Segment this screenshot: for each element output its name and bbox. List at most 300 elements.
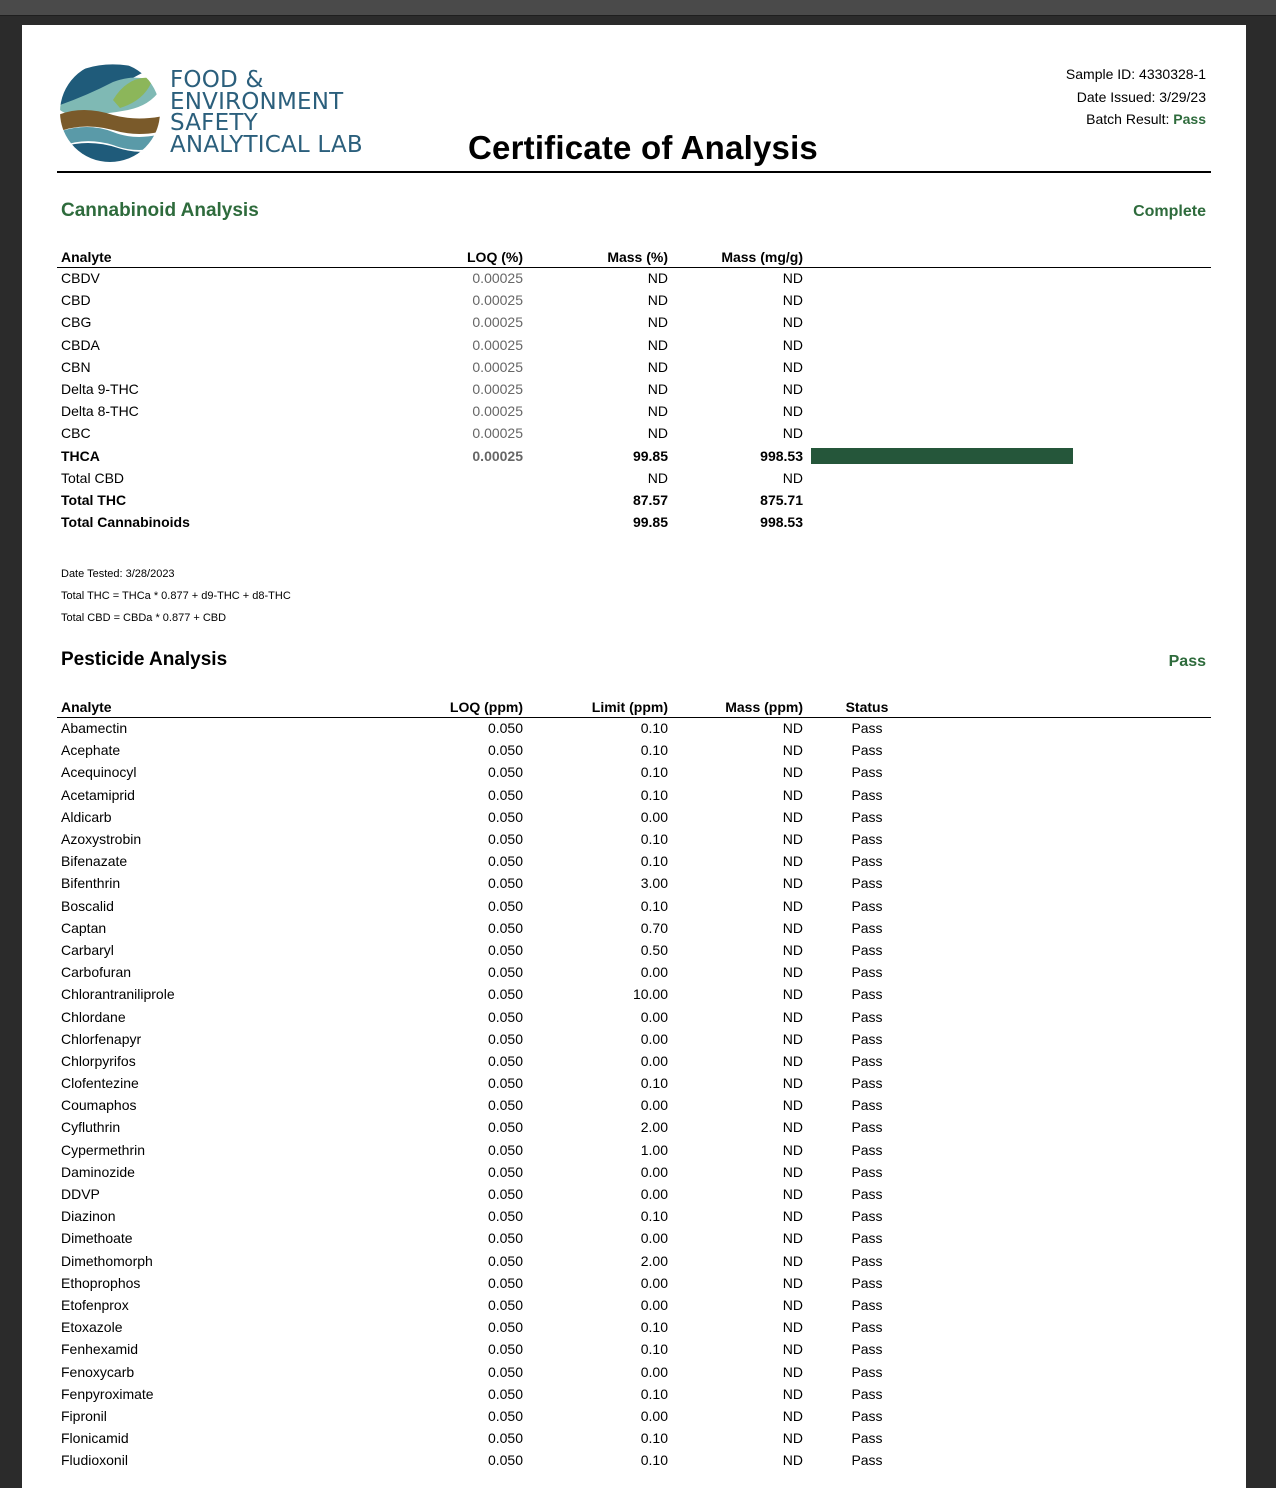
- status-cell: Pass: [851, 1163, 883, 1180]
- status-cell: Pass: [851, 986, 883, 1003]
- lab-name-line: FOOD &: [170, 67, 264, 93]
- mass-mg-cell: ND: [782, 381, 803, 398]
- loq-cell: 0.050: [487, 808, 523, 825]
- mass-cell: ND: [782, 831, 803, 848]
- table-row: [57, 1294, 1211, 1316]
- analyte-cell: CBC: [61, 425, 91, 442]
- lab-logo-icon: [58, 60, 168, 166]
- table-row: [57, 983, 1211, 1005]
- limit-cell: 0.00: [640, 1008, 668, 1025]
- status-cell: Pass: [851, 1008, 883, 1025]
- table-row: [57, 445, 1211, 467]
- status-cell: Pass: [851, 831, 883, 848]
- loq-cell: 0.00025: [472, 292, 523, 309]
- analyte-cell: Cyfluthrin: [61, 1119, 121, 1136]
- mass-cell: ND: [782, 1296, 803, 1313]
- loq-cell: 0.050: [487, 720, 523, 737]
- loq-cell: 0.00025: [472, 425, 523, 442]
- analyte-cell: Clofentezine: [61, 1075, 139, 1092]
- limit-cell: 0.10: [640, 764, 668, 781]
- loq-cell: 0.050: [487, 986, 523, 1003]
- analyte-cell: Ethoprophos: [61, 1274, 141, 1291]
- mass-mg-cell: ND: [782, 403, 803, 420]
- mass-cell: ND: [782, 875, 803, 892]
- limit-cell: 0.10: [640, 831, 668, 848]
- analyte-cell: Bifenazate: [61, 853, 128, 870]
- table-row: [57, 1227, 1211, 1249]
- mass-cell: ND: [782, 1319, 803, 1336]
- analyte-cell: Etoxazole: [61, 1319, 123, 1336]
- analyte-cell: Abamectin: [61, 720, 128, 737]
- table-row: [57, 1427, 1211, 1449]
- note-line: Total CBD = CBDa * 0.877 + CBD: [61, 612, 227, 624]
- analyte-cell: Total CBD: [61, 469, 125, 486]
- analyte-cell: Boscalid: [61, 897, 114, 914]
- loq-cell: 0.050: [487, 1319, 523, 1336]
- table-row: [57, 378, 1211, 400]
- loq-cell: 0.050: [487, 1252, 523, 1269]
- table-row: [57, 961, 1211, 983]
- mass-percent-cell: ND: [647, 292, 668, 309]
- status-cell: Pass: [851, 1186, 883, 1203]
- mass-cell: ND: [782, 1252, 803, 1269]
- loq-cell: 0.050: [487, 742, 523, 759]
- table-row: [57, 806, 1211, 828]
- mass-cell: ND: [782, 808, 803, 825]
- table-row: [57, 1383, 1211, 1405]
- table-row: [57, 939, 1211, 961]
- limit-cell: 0.10: [640, 1452, 668, 1469]
- status-cell: Pass: [851, 1030, 883, 1047]
- limit-cell: 2.00: [640, 1252, 668, 1269]
- table-row: [57, 1250, 1211, 1272]
- table-row: [57, 289, 1211, 311]
- analyte-cell: THCA: [61, 447, 100, 464]
- loq-cell: 0.00025: [472, 314, 523, 331]
- analyte-cell: Chlorpyrifos: [61, 1052, 136, 1069]
- certificate-page: [22, 25, 1246, 1488]
- column-header: Limit (ppm): [527, 695, 672, 717]
- loq-cell: 0.050: [487, 1452, 523, 1469]
- note-line: Date Tested: 3/28/2023: [61, 568, 175, 580]
- mass-cell: ND: [782, 1208, 803, 1225]
- analyte-cell: Delta 9-THC: [61, 381, 139, 398]
- status-cell: Pass: [851, 1097, 883, 1114]
- note-line: Total THC = THCa * 0.877 + d9-THC + d8-THC: [61, 590, 291, 602]
- mass-percent-cell: ND: [647, 469, 668, 486]
- analyte-cell: Fenhexamid: [61, 1341, 139, 1358]
- loq-cell: 0.050: [487, 853, 523, 870]
- status-cell: Pass: [851, 964, 883, 981]
- mass-percent-cell: 99.85: [632, 447, 668, 464]
- status-cell: Pass: [851, 1252, 883, 1269]
- table-row: [57, 1072, 1211, 1094]
- mass-cell: ND: [782, 986, 803, 1003]
- limit-cell: 0.00: [640, 1363, 668, 1380]
- loq-cell: 0.00025: [472, 381, 523, 398]
- limit-cell: 0.10: [640, 742, 668, 759]
- mass-percent-cell: ND: [647, 270, 668, 287]
- mass-mg-cell: 998.53: [760, 514, 803, 531]
- lab-name-line: SAFETY: [170, 110, 258, 136]
- status-cell: Pass: [851, 1341, 883, 1358]
- mass-cell: ND: [782, 720, 803, 737]
- limit-cell: 0.10: [640, 853, 668, 870]
- loq-cell: [357, 467, 527, 489]
- mass-percent-cell: ND: [647, 336, 668, 353]
- loq-cell: 0.00025: [472, 447, 523, 464]
- mass-cell: ND: [782, 853, 803, 870]
- loq-cell: 0.050: [487, 1341, 523, 1358]
- mass-mg-cell: ND: [782, 425, 803, 442]
- analyte-cell: Dimethomorph: [61, 1252, 153, 1269]
- limit-cell: 0.10: [640, 786, 668, 803]
- analyte-cell: Bifenthrin: [61, 875, 121, 892]
- loq-cell: 0.050: [487, 1141, 523, 1158]
- table-row: [57, 1005, 1211, 1027]
- mass-cell: ND: [782, 964, 803, 981]
- analyte-cell: Carbofuran: [61, 964, 132, 981]
- column-header: Mass (mg/g): [672, 245, 807, 267]
- analyte-cell: Chlordane: [61, 1008, 126, 1025]
- mass-percent-cell: ND: [647, 358, 668, 375]
- table-row: [57, 1360, 1211, 1382]
- column-header: Mass (%): [527, 245, 672, 267]
- status-cell: Pass: [851, 786, 883, 803]
- mass-cell: ND: [782, 1385, 803, 1402]
- mass-percent-cell: ND: [647, 381, 668, 398]
- status-cell: Pass: [851, 1208, 883, 1225]
- status-cell: Pass: [851, 1319, 883, 1336]
- sample-meta: [1066, 63, 1206, 131]
- loq-cell: 0.00025: [472, 336, 523, 353]
- mass-percent-cell: ND: [647, 314, 668, 331]
- mass-cell: ND: [782, 941, 803, 958]
- mass-mg-cell: ND: [782, 292, 803, 309]
- analyte-cell: CBDV: [61, 270, 100, 287]
- analyte-cell: Azoxystrobin: [61, 831, 142, 848]
- column-header: LOQ (ppm): [357, 695, 527, 717]
- loq-cell: 0.050: [487, 1097, 523, 1114]
- lab-name-line: ENVIRONMENT: [170, 88, 344, 115]
- table-row: [57, 1139, 1211, 1161]
- table-row: [57, 511, 1211, 533]
- loq-cell: 0.050: [487, 1208, 523, 1225]
- table-row: [57, 356, 1211, 378]
- loq-cell: 0.00025: [472, 270, 523, 287]
- limit-cell: 3.00: [640, 875, 668, 892]
- table-row: [57, 828, 1211, 850]
- loq-cell: 0.050: [487, 1407, 523, 1424]
- status-cell: Pass: [851, 919, 883, 936]
- mass-cell: ND: [782, 1119, 803, 1136]
- table-row: [57, 917, 1211, 939]
- analyte-cell: Daminozide: [61, 1163, 135, 1180]
- status-cell: Pass: [851, 1274, 883, 1291]
- table-row: [57, 1161, 1211, 1183]
- analyte-cell: Fenpyroximate: [61, 1385, 154, 1402]
- limit-cell: 0.10: [640, 897, 668, 914]
- analyte-cell: DDVP: [61, 1186, 100, 1203]
- loq-cell: [357, 489, 527, 511]
- mass-cell: ND: [782, 1407, 803, 1424]
- limit-cell: 0.70: [640, 919, 668, 936]
- loq-cell: 0.050: [487, 1385, 523, 1402]
- limit-cell: 0.00: [640, 1296, 668, 1313]
- loq-cell: 0.050: [487, 919, 523, 936]
- mass-cell: ND: [782, 1230, 803, 1247]
- status-cell: Pass: [851, 764, 883, 781]
- pesticide-title: Pesticide Analysis: [61, 649, 228, 670]
- status-cell: Pass: [851, 808, 883, 825]
- analyte-cell: CBDA: [61, 336, 100, 353]
- loq-cell: 0.050: [487, 1119, 523, 1136]
- column-header: Status: [807, 695, 927, 717]
- date-issued-line: Date Issued: 3/29/23: [1076, 88, 1206, 105]
- loq-cell: 0.050: [487, 1030, 523, 1047]
- limit-cell: 0.00: [640, 1407, 668, 1424]
- analyte-cell: Fludioxonil: [61, 1452, 128, 1469]
- mass-cell: ND: [782, 919, 803, 936]
- analyte-cell: Acetamiprid: [61, 786, 135, 803]
- status-cell: Pass: [851, 1363, 883, 1380]
- mass-cell: ND: [782, 1452, 803, 1469]
- limit-cell: 0.10: [640, 1208, 668, 1225]
- limit-cell: 0.10: [640, 1430, 668, 1447]
- table-row: [57, 872, 1211, 894]
- mass-cell: ND: [782, 1097, 803, 1114]
- lab-name-line: ANALYTICAL LAB: [170, 131, 363, 158]
- table-row: [57, 267, 1211, 289]
- status-cell: Pass: [851, 1452, 883, 1469]
- mass-mg-cell: 998.53: [760, 447, 803, 464]
- loq-cell: 0.050: [487, 764, 523, 781]
- analyte-cell: Total Cannabinoids: [61, 514, 190, 531]
- analyte-cell: Diazinon: [61, 1208, 116, 1225]
- batch-result: Pass: [1173, 111, 1206, 127]
- loq-cell: 0.00025: [472, 358, 523, 375]
- cannabinoid-title: Cannabinoid Analysis: [61, 200, 259, 221]
- limit-cell: 0.10: [640, 1385, 668, 1402]
- loq-cell: 0.050: [487, 1230, 523, 1247]
- mass-percent-cell: ND: [647, 425, 668, 442]
- cannabinoid-status: Complete: [1133, 203, 1206, 220]
- table-row: [57, 895, 1211, 917]
- mass-cell: ND: [782, 1141, 803, 1158]
- analyte-cell: Total THC: [61, 491, 127, 508]
- analyte-cell: CBD: [61, 292, 91, 309]
- analyte-cell: CBN: [61, 358, 91, 375]
- table-row: [57, 1028, 1211, 1050]
- limit-cell: 0.50: [640, 941, 668, 958]
- mass-percent-cell: ND: [647, 403, 668, 420]
- loq-cell: 0.050: [487, 1075, 523, 1092]
- mass-cell: ND: [782, 1052, 803, 1069]
- sample-id-line: Sample ID: 4330328-1: [1065, 66, 1206, 82]
- status-cell: Pass: [851, 875, 883, 892]
- analyte-cell: Coumaphos: [61, 1097, 137, 1114]
- limit-cell: 0.00: [640, 964, 668, 981]
- loq-cell: 0.050: [487, 1296, 523, 1313]
- analyte-cell: Fipronil: [61, 1407, 107, 1424]
- limit-cell: 0.10: [640, 1075, 668, 1092]
- status-cell: Pass: [851, 1385, 883, 1402]
- table-row: [57, 467, 1211, 489]
- mass-cell: ND: [782, 1075, 803, 1092]
- table-row: [57, 1405, 1211, 1427]
- mass-cell: ND: [782, 897, 803, 914]
- document-title: Certificate of Analysis: [468, 129, 818, 166]
- table-row: [57, 311, 1211, 333]
- table-row: [57, 1272, 1211, 1294]
- table-row: [57, 334, 1211, 356]
- loq-cell: 0.050: [487, 1363, 523, 1380]
- status-cell: Pass: [851, 720, 883, 737]
- batch-result-line: Batch Result: Pass: [1086, 111, 1206, 127]
- status-cell: Pass: [851, 853, 883, 870]
- sample-id: 4330328-1: [1139, 66, 1206, 82]
- loq-cell: 0.050: [487, 786, 523, 803]
- mass-mg-cell: ND: [782, 314, 803, 331]
- analyte-cell: Dimethoate: [61, 1230, 133, 1247]
- table-row: [57, 761, 1211, 783]
- loq-cell: 0.050: [487, 1163, 523, 1180]
- limit-cell: 0.00: [640, 1097, 668, 1114]
- limit-cell: 0.00: [640, 1163, 668, 1180]
- status-cell: Pass: [851, 1119, 883, 1136]
- status-cell: Pass: [851, 897, 883, 914]
- table-row: [57, 717, 1211, 739]
- column-header: LOQ (%): [357, 245, 527, 267]
- table-row: [57, 1449, 1211, 1471]
- table-row: [57, 489, 1211, 511]
- table-header-row: [57, 695, 1211, 717]
- loq-cell: 0.050: [487, 1052, 523, 1069]
- lab-name: [170, 67, 363, 158]
- mass-cell: ND: [782, 1186, 803, 1203]
- mass-cell: ND: [782, 786, 803, 803]
- mass-cell: ND: [782, 742, 803, 759]
- table-row: [57, 850, 1211, 872]
- loq-cell: 0.050: [487, 1186, 523, 1203]
- pesticide-status: Pass: [1168, 653, 1206, 670]
- analyte-cell: Cypermethrin: [61, 1141, 146, 1158]
- table-row: [57, 1338, 1211, 1360]
- status-cell: Pass: [851, 1075, 883, 1092]
- status-cell: Pass: [851, 1296, 883, 1313]
- analyte-cell: Acequinocyl: [61, 764, 137, 781]
- mass-cell: ND: [782, 1341, 803, 1358]
- status-cell: Pass: [851, 742, 883, 759]
- column-header: Mass (ppm): [672, 695, 807, 717]
- status-cell: Pass: [851, 941, 883, 958]
- loq-cell: 0.00025: [472, 403, 523, 420]
- analyte-cell: CBG: [61, 314, 92, 331]
- mass-cell: ND: [782, 764, 803, 781]
- limit-cell: 0.10: [640, 720, 668, 737]
- mass-percent-cell: 99.85: [632, 514, 668, 531]
- mass-cell: ND: [782, 1363, 803, 1380]
- loq-cell: 0.050: [487, 875, 523, 892]
- analyte-cell: Chlorfenapyr: [61, 1030, 142, 1047]
- limit-cell: 0.10: [640, 1319, 668, 1336]
- table-row: [57, 784, 1211, 806]
- loq-cell: 0.050: [487, 1274, 523, 1291]
- status-cell: Pass: [851, 1430, 883, 1447]
- limit-cell: 0.00: [640, 1186, 668, 1203]
- mass-bar: [811, 448, 1073, 464]
- loq-cell: 0.050: [487, 941, 523, 958]
- limit-cell: 0.00: [640, 1274, 668, 1291]
- table-row: [57, 1116, 1211, 1138]
- pesticide-table: [57, 695, 1211, 1471]
- mass-mg-cell: 875.71: [760, 491, 803, 508]
- limit-cell: 0.00: [640, 1230, 668, 1247]
- table-row: [57, 1183, 1211, 1205]
- mass-cell: ND: [782, 1030, 803, 1047]
- column-header: Analyte: [57, 245, 357, 267]
- analyte-cell: Acephate: [61, 742, 121, 759]
- analyte-cell: Aldicarb: [61, 808, 112, 825]
- mass-cell: ND: [782, 1430, 803, 1447]
- analyte-cell: Flonicamid: [61, 1430, 129, 1447]
- limit-cell: 0.00: [640, 1030, 668, 1047]
- analyte-cell: Chlorantraniliprole: [61, 986, 175, 1003]
- column-header: Analyte: [57, 695, 357, 717]
- status-cell: Pass: [851, 1052, 883, 1069]
- limit-cell: 1.00: [640, 1141, 668, 1158]
- table-row: [57, 739, 1211, 761]
- loq-cell: 0.050: [487, 1430, 523, 1447]
- loq-cell: 0.050: [487, 897, 523, 914]
- mass-mg-cell: ND: [782, 270, 803, 287]
- analyte-cell: Fenoxycarb: [61, 1363, 135, 1380]
- limit-cell: 2.00: [640, 1119, 668, 1136]
- limit-cell: 0.10: [640, 1341, 668, 1358]
- table-row: [57, 1050, 1211, 1072]
- table-row: [57, 400, 1211, 422]
- loq-cell: 0.050: [487, 964, 523, 981]
- loq-cell: 0.050: [487, 1008, 523, 1025]
- table-header-row: [57, 245, 1211, 267]
- viewer-toolbar: [0, 0, 1276, 16]
- limit-cell: 10.00: [632, 986, 668, 1003]
- mass-cell: ND: [782, 1008, 803, 1025]
- analyte-cell: Delta 8-THC: [61, 403, 139, 420]
- mass-mg-cell: ND: [782, 336, 803, 353]
- cannabinoid-notes: [61, 563, 291, 629]
- mass-cell: ND: [782, 1274, 803, 1291]
- table-row: [57, 1205, 1211, 1227]
- analyte-cell: Captan: [61, 919, 107, 936]
- date-issued: 3/29/23: [1159, 88, 1206, 105]
- header-divider: [57, 171, 1211, 173]
- mass-mg-cell: ND: [782, 358, 803, 375]
- analyte-cell: Etofenprox: [61, 1296, 129, 1313]
- table-row: [57, 1316, 1211, 1338]
- loq-cell: 0.050: [487, 831, 523, 848]
- table-row: [57, 1094, 1211, 1116]
- status-cell: Pass: [851, 1141, 883, 1158]
- cannabinoid-table: [57, 245, 1211, 533]
- table-row: [57, 422, 1211, 444]
- mass-mg-cell: ND: [782, 469, 803, 486]
- status-cell: Pass: [851, 1407, 883, 1424]
- status-cell: Pass: [851, 1230, 883, 1247]
- limit-cell: 0.00: [640, 808, 668, 825]
- loq-cell: [357, 511, 527, 533]
- mass-cell: ND: [782, 1163, 803, 1180]
